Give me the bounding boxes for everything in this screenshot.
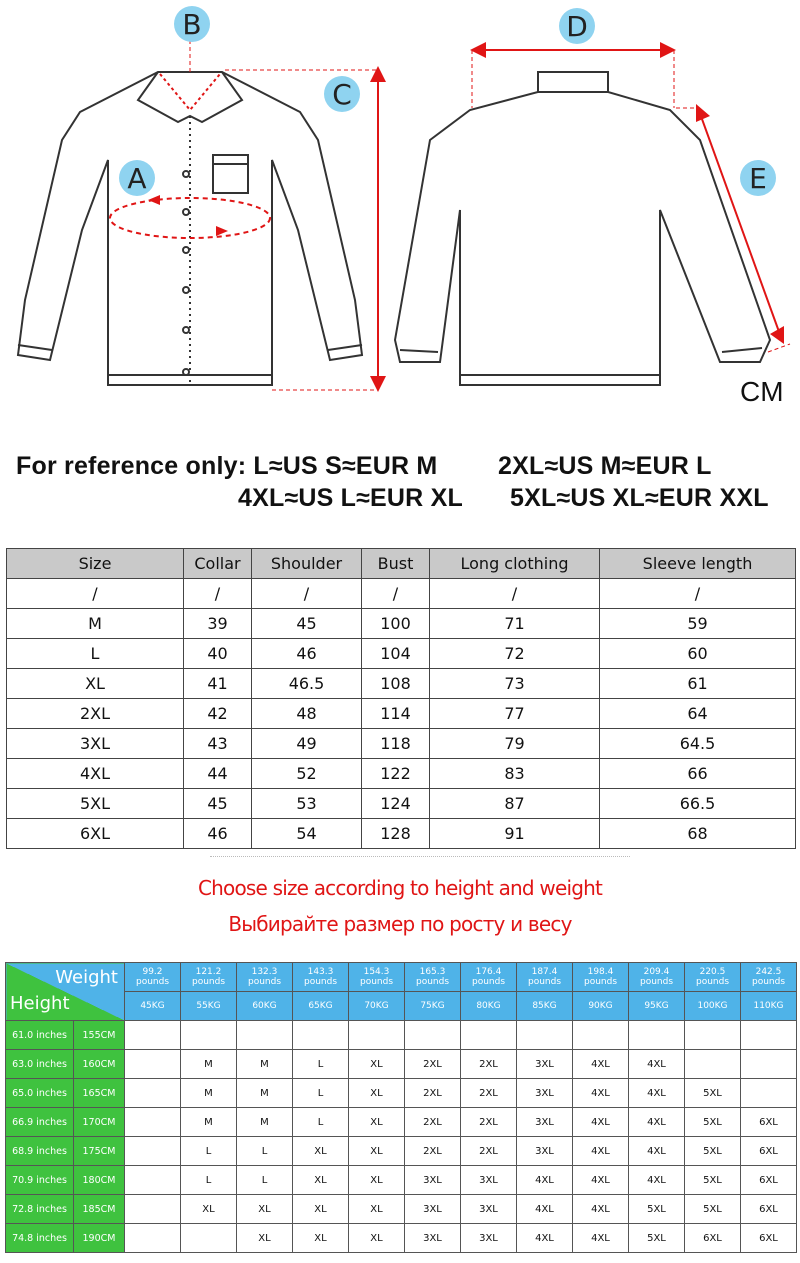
- recommended-size-cell: XL: [181, 1195, 237, 1224]
- size-chart-cell: XL: [7, 669, 184, 699]
- recommended-size-cell: 6XL: [741, 1137, 797, 1166]
- recommended-size-cell: [237, 1021, 293, 1050]
- recommended-size-cell: [125, 1050, 181, 1079]
- weight-kg-cell: 45KG: [125, 992, 181, 1021]
- weight-kg-cell: 80KG: [461, 992, 517, 1021]
- size-chart-cell: /: [430, 579, 600, 609]
- size-chart-cell: 122: [362, 759, 430, 789]
- pounds-unit: pounds: [695, 977, 730, 987]
- header-shoulder: Shoulder: [252, 549, 362, 579]
- size-chart-cell: 124: [362, 789, 430, 819]
- header-collar: Collar: [184, 549, 252, 579]
- weight-pounds-cell: [685, 963, 741, 992]
- recommended-size-cell: [125, 1195, 181, 1224]
- size-chart-row: [7, 699, 796, 729]
- recommended-size-cell: 4XL: [517, 1195, 573, 1224]
- header-long-clothing: Long clothing: [430, 549, 600, 579]
- recommended-size-cell: 5XL: [685, 1166, 741, 1195]
- recommended-size-cell: 4XL: [629, 1166, 685, 1195]
- recommended-size-cell: 6XL: [685, 1224, 741, 1253]
- pounds-value: 165.3: [419, 967, 446, 977]
- size-chart-cell: 66.5: [600, 789, 796, 819]
- weight-pounds-cell: [461, 963, 517, 992]
- size-chart-row: [7, 639, 796, 669]
- height-weight-table: [5, 962, 797, 1253]
- recommended-size-cell: 3XL: [405, 1224, 461, 1253]
- recommended-size-cell: [125, 1108, 181, 1137]
- recommended-size-cell: L: [181, 1166, 237, 1195]
- recommended-size-cell: 2XL: [461, 1050, 517, 1079]
- recommended-size-cell: 4XL: [517, 1166, 573, 1195]
- size-chart-cell: 46: [184, 819, 252, 849]
- weight-kg-cell: 110KG: [741, 992, 797, 1021]
- size-chart-cell: 46.5: [252, 669, 362, 699]
- size-chart-cell: 64: [600, 699, 796, 729]
- size-chart-row: [7, 579, 796, 609]
- height-label: Height: [10, 993, 70, 1014]
- height-inches-cell: 61.0 inches: [6, 1021, 74, 1050]
- recommended-size-cell: XL: [237, 1224, 293, 1253]
- pounds-unit: pounds: [583, 977, 618, 987]
- recommended-size-cell: 4XL: [629, 1108, 685, 1137]
- recommended-size-cell: [573, 1021, 629, 1050]
- recommended-size-cell: XL: [293, 1224, 349, 1253]
- recommended-size-cell: [125, 1079, 181, 1108]
- size-chart-cell: 72: [430, 639, 600, 669]
- size-chart-cell: /: [362, 579, 430, 609]
- recommended-size-cell: [685, 1021, 741, 1050]
- recommended-size-cell: [741, 1021, 797, 1050]
- weight-pounds-cell: [741, 963, 797, 992]
- height-row: [6, 1079, 797, 1108]
- pounds-unit: pounds: [471, 977, 506, 987]
- pounds-unit: pounds: [527, 977, 562, 987]
- weight-kg-cell: 70KG: [349, 992, 405, 1021]
- recommended-size-cell: 4XL: [573, 1050, 629, 1079]
- recommended-size-cell: 3XL: [517, 1079, 573, 1108]
- shirt-front-drawing: [18, 72, 362, 385]
- header-sleeve-length: Sleeve length: [600, 549, 796, 579]
- recommended-size-cell: [685, 1050, 741, 1079]
- size-chart-cell: 6XL: [7, 819, 184, 849]
- size-chart-cell: 100: [362, 609, 430, 639]
- pounds-value: 154.3: [363, 967, 390, 977]
- recommended-size-cell: 5XL: [685, 1108, 741, 1137]
- choose-size-title: Choose size according to height and weight: [197, 876, 603, 900]
- height-cm-cell: 155CM: [74, 1021, 125, 1050]
- weight-kg-cell: 100KG: [685, 992, 741, 1021]
- size-chart-cell: 4XL: [7, 759, 184, 789]
- recommended-size-cell: [125, 1224, 181, 1253]
- reference-line-1b: 2XL≈US M≈EUR L: [498, 452, 712, 480]
- size-chart-row: [7, 609, 796, 639]
- size-chart-cell: /: [7, 579, 184, 609]
- weight-kg-cell: 75KG: [405, 992, 461, 1021]
- recommended-size-cell: [125, 1137, 181, 1166]
- size-chart-cell: 61: [600, 669, 796, 699]
- recommended-size-cell: [349, 1021, 405, 1050]
- height-inches-cell: 74.8 inches: [6, 1224, 74, 1253]
- recommended-size-cell: L: [237, 1166, 293, 1195]
- size-chart-cell: 53: [252, 789, 362, 819]
- recommended-size-cell: 4XL: [629, 1137, 685, 1166]
- size-chart-cell: 43: [184, 729, 252, 759]
- weight-pounds-cell: [293, 963, 349, 992]
- recommended-size-cell: 2XL: [461, 1108, 517, 1137]
- label-d-bubble: D: [559, 8, 595, 44]
- height-row: [6, 1224, 797, 1253]
- recommended-size-cell: 2XL: [405, 1079, 461, 1108]
- recommended-size-cell: [125, 1021, 181, 1050]
- recommended-size-cell: 4XL: [629, 1050, 685, 1079]
- height-inches-cell: 72.8 inches: [6, 1195, 74, 1224]
- recommended-size-cell: 4XL: [573, 1108, 629, 1137]
- recommended-size-cell: XL: [293, 1195, 349, 1224]
- weight-pounds-cell: [573, 963, 629, 992]
- height-inches-cell: 63.0 inches: [6, 1050, 74, 1079]
- height-cm-cell: 165CM: [74, 1079, 125, 1108]
- size-chart-cell: 60: [600, 639, 796, 669]
- pounds-value: 99.2: [142, 967, 163, 977]
- size-chart-cell: 59: [600, 609, 796, 639]
- size-chart-cell: 45: [184, 789, 252, 819]
- reference-line-2: 4XL≈US L≈EUR XL: [238, 484, 463, 512]
- size-chart-cell: 83: [430, 759, 600, 789]
- weight-kg-cell: 90KG: [573, 992, 629, 1021]
- recommended-size-cell: 6XL: [741, 1195, 797, 1224]
- choose-size-title-ru: Выбирайте размер по росту и весу: [228, 912, 572, 936]
- unit-label: CM: [740, 376, 784, 407]
- recommended-size-cell: [461, 1021, 517, 1050]
- weight-pounds-cell: [517, 963, 573, 992]
- size-chart-cell: 91: [430, 819, 600, 849]
- label-a-bubble: A: [119, 160, 155, 196]
- size-chart-cell: 71: [430, 609, 600, 639]
- recommended-size-cell: 3XL: [461, 1195, 517, 1224]
- weight-pounds-cell: [125, 963, 181, 992]
- height-cm-cell: 175CM: [74, 1137, 125, 1166]
- recommended-size-cell: [125, 1166, 181, 1195]
- recommended-size-cell: XL: [349, 1079, 405, 1108]
- size-chart-cell: 73: [430, 669, 600, 699]
- recommended-size-cell: 4XL: [573, 1195, 629, 1224]
- size-chart-cell: 66: [600, 759, 796, 789]
- recommended-size-cell: 5XL: [629, 1195, 685, 1224]
- pounds-unit: pounds: [359, 977, 394, 987]
- size-chart-cell: 118: [362, 729, 430, 759]
- height-cm-cell: 190CM: [74, 1224, 125, 1253]
- size-chart-row: [7, 669, 796, 699]
- weight-kg-cell: 65KG: [293, 992, 349, 1021]
- recommended-size-cell: 4XL: [573, 1166, 629, 1195]
- size-chart-cell: 41: [184, 669, 252, 699]
- recommended-size-cell: XL: [349, 1108, 405, 1137]
- recommended-size-cell: L: [181, 1137, 237, 1166]
- height-inches-cell: 70.9 inches: [6, 1166, 74, 1195]
- size-chart-cell: 128: [362, 819, 430, 849]
- weight-kg-cell: 85KG: [517, 992, 573, 1021]
- recommended-size-cell: 4XL: [573, 1079, 629, 1108]
- height-row: [6, 1195, 797, 1224]
- size-chart-cell: 64.5: [600, 729, 796, 759]
- recommended-size-cell: [741, 1050, 797, 1079]
- size-chart-cell: 40: [184, 639, 252, 669]
- height-inches-cell: 68.9 inches: [6, 1137, 74, 1166]
- weight-pounds-cell: [349, 963, 405, 992]
- shirt-measurement-diagram: [0, 0, 800, 420]
- recommended-size-cell: 2XL: [405, 1137, 461, 1166]
- recommended-size-cell: 2XL: [461, 1079, 517, 1108]
- recommended-size-cell: 6XL: [741, 1108, 797, 1137]
- recommended-size-cell: 4XL: [517, 1224, 573, 1253]
- height-inches-cell: 66.9 inches: [6, 1108, 74, 1137]
- recommended-size-cell: M: [237, 1108, 293, 1137]
- height-row: [6, 1166, 797, 1195]
- weight-pounds-cell: [629, 963, 685, 992]
- size-chart-cell: 42: [184, 699, 252, 729]
- recommended-size-cell: 6XL: [741, 1224, 797, 1253]
- size-chart-cell: 2XL: [7, 699, 184, 729]
- height-row: [6, 1108, 797, 1137]
- recommended-size-cell: 3XL: [517, 1108, 573, 1137]
- recommended-size-cell: 4XL: [629, 1079, 685, 1108]
- height-row: [6, 1021, 797, 1050]
- recommended-size-cell: 5XL: [685, 1079, 741, 1108]
- size-chart-header-row: [7, 549, 796, 579]
- header-size: Size: [7, 549, 184, 579]
- size-chart-cell: 79: [430, 729, 600, 759]
- recommended-size-cell: [293, 1021, 349, 1050]
- pounds-value: 198.4: [587, 967, 614, 977]
- pounds-unit: pounds: [247, 977, 282, 987]
- size-chart-cell: M: [7, 609, 184, 639]
- size-chart-row: [7, 759, 796, 789]
- pounds-unit: pounds: [191, 977, 226, 987]
- size-chart-cell: 114: [362, 699, 430, 729]
- recommended-size-cell: XL: [349, 1137, 405, 1166]
- shirt-buttons: [183, 171, 189, 375]
- size-chart-cell: 77: [430, 699, 600, 729]
- pounds-value: 176.4: [475, 967, 502, 977]
- recommended-size-cell: 3XL: [461, 1224, 517, 1253]
- recommended-size-cell: [517, 1021, 573, 1050]
- size-chart-cell: 45: [252, 609, 362, 639]
- divider: [210, 856, 630, 859]
- recommended-size-cell: [405, 1021, 461, 1050]
- height-cm-cell: 170CM: [74, 1108, 125, 1137]
- size-chart-cell: 48: [252, 699, 362, 729]
- size-chart-cell: 3XL: [7, 729, 184, 759]
- recommended-size-cell: 4XL: [573, 1137, 629, 1166]
- recommended-size-cell: M: [181, 1079, 237, 1108]
- height-cm-cell: 180CM: [74, 1166, 125, 1195]
- recommended-size-cell: XL: [293, 1166, 349, 1195]
- recommended-size-cell: M: [237, 1079, 293, 1108]
- size-chart-cell: 108: [362, 669, 430, 699]
- height-inches-cell: 65.0 inches: [6, 1079, 74, 1108]
- recommended-size-cell: 3XL: [461, 1166, 517, 1195]
- recommended-size-cell: L: [293, 1050, 349, 1079]
- pounds-value: 121.2: [195, 967, 222, 977]
- pounds-value: 220.5: [699, 967, 726, 977]
- weight-kg-cell: 60KG: [237, 992, 293, 1021]
- shirt-back-drawing: [395, 72, 770, 385]
- size-chart-cell: 44: [184, 759, 252, 789]
- recommended-size-cell: L: [293, 1108, 349, 1137]
- height-cm-cell: 185CM: [74, 1195, 125, 1224]
- recommended-size-cell: 3XL: [405, 1195, 461, 1224]
- size-chart-cell: /: [184, 579, 252, 609]
- recommended-size-cell: M: [237, 1050, 293, 1079]
- label-c-bubble: C: [324, 76, 360, 112]
- size-chart-cell: 104: [362, 639, 430, 669]
- size-chart-row: [7, 789, 796, 819]
- weight-pounds-cell: [181, 963, 237, 992]
- recommended-size-cell: 6XL: [741, 1166, 797, 1195]
- size-chart-cell: /: [252, 579, 362, 609]
- weight-kg-cell: 95KG: [629, 992, 685, 1021]
- weight-kg-cell: 55KG: [181, 992, 237, 1021]
- pounds-value: 143.3: [307, 967, 334, 977]
- recommended-size-cell: L: [293, 1079, 349, 1108]
- recommended-size-cell: 4XL: [573, 1224, 629, 1253]
- pounds-unit: pounds: [639, 977, 674, 987]
- recommended-size-cell: XL: [349, 1195, 405, 1224]
- recommended-size-cell: 2XL: [461, 1137, 517, 1166]
- reference-line-2b: 5XL≈US XL≈EUR XXL: [510, 484, 769, 512]
- sleeve-measure-line: [698, 108, 782, 340]
- label-e-bubble: E: [740, 160, 776, 196]
- size-chart-cell: 49: [252, 729, 362, 759]
- pounds-unit: pounds: [135, 977, 170, 987]
- size-chart-cell: 52: [252, 759, 362, 789]
- size-chart-cell: 68: [600, 819, 796, 849]
- height-cm-cell: 160CM: [74, 1050, 125, 1079]
- recommended-size-cell: M: [181, 1108, 237, 1137]
- size-chart-cell: 46: [252, 639, 362, 669]
- size-chart-table: [6, 548, 796, 849]
- recommended-size-cell: XL: [349, 1224, 405, 1253]
- recommended-size-cell: 5XL: [629, 1224, 685, 1253]
- pounds-unit: pounds: [303, 977, 338, 987]
- recommended-size-cell: [181, 1021, 237, 1050]
- label-b-bubble: B: [174, 6, 210, 42]
- recommended-size-cell: [741, 1079, 797, 1108]
- recommended-size-cell: 5XL: [685, 1137, 741, 1166]
- size-chart-cell: 5XL: [7, 789, 184, 819]
- size-chart-cell: 39: [184, 609, 252, 639]
- recommended-size-cell: 3XL: [517, 1050, 573, 1079]
- recommended-size-cell: XL: [237, 1195, 293, 1224]
- recommended-size-cell: 2XL: [405, 1108, 461, 1137]
- weight-label: Weight: [55, 967, 118, 988]
- size-chart-cell: /: [600, 579, 796, 609]
- pounds-value: 187.4: [531, 967, 558, 977]
- reference-line-1: For reference only: L≈US S≈EUR M: [16, 452, 438, 480]
- weight-height-corner: [6, 963, 125, 1021]
- recommended-size-cell: 2XL: [405, 1050, 461, 1079]
- pounds-value: 132.3: [251, 967, 278, 977]
- height-row: [6, 1137, 797, 1166]
- size-chart-row: [7, 729, 796, 759]
- recommended-size-cell: L: [237, 1137, 293, 1166]
- size-chart-row: [7, 819, 796, 849]
- recommended-size-cell: XL: [293, 1137, 349, 1166]
- pounds-value: 242.5: [755, 967, 782, 977]
- pounds-value: 209.4: [643, 967, 670, 977]
- recommended-size-cell: [181, 1224, 237, 1253]
- recommended-size-cell: 5XL: [685, 1195, 741, 1224]
- header-bust: Bust: [362, 549, 430, 579]
- recommended-size-cell: [629, 1021, 685, 1050]
- recommended-size-cell: XL: [349, 1050, 405, 1079]
- size-chart-cell: L: [7, 639, 184, 669]
- size-chart-cell: 87: [430, 789, 600, 819]
- recommended-size-cell: M: [181, 1050, 237, 1079]
- size-chart-cell: 54: [252, 819, 362, 849]
- pounds-unit: pounds: [751, 977, 786, 987]
- recommended-size-cell: 3XL: [405, 1166, 461, 1195]
- weight-pounds-cell: [405, 963, 461, 992]
- weight-pounds-cell: [237, 963, 293, 992]
- recommended-size-cell: 3XL: [517, 1137, 573, 1166]
- pounds-unit: pounds: [415, 977, 450, 987]
- height-row: [6, 1050, 797, 1079]
- recommended-size-cell: XL: [349, 1166, 405, 1195]
